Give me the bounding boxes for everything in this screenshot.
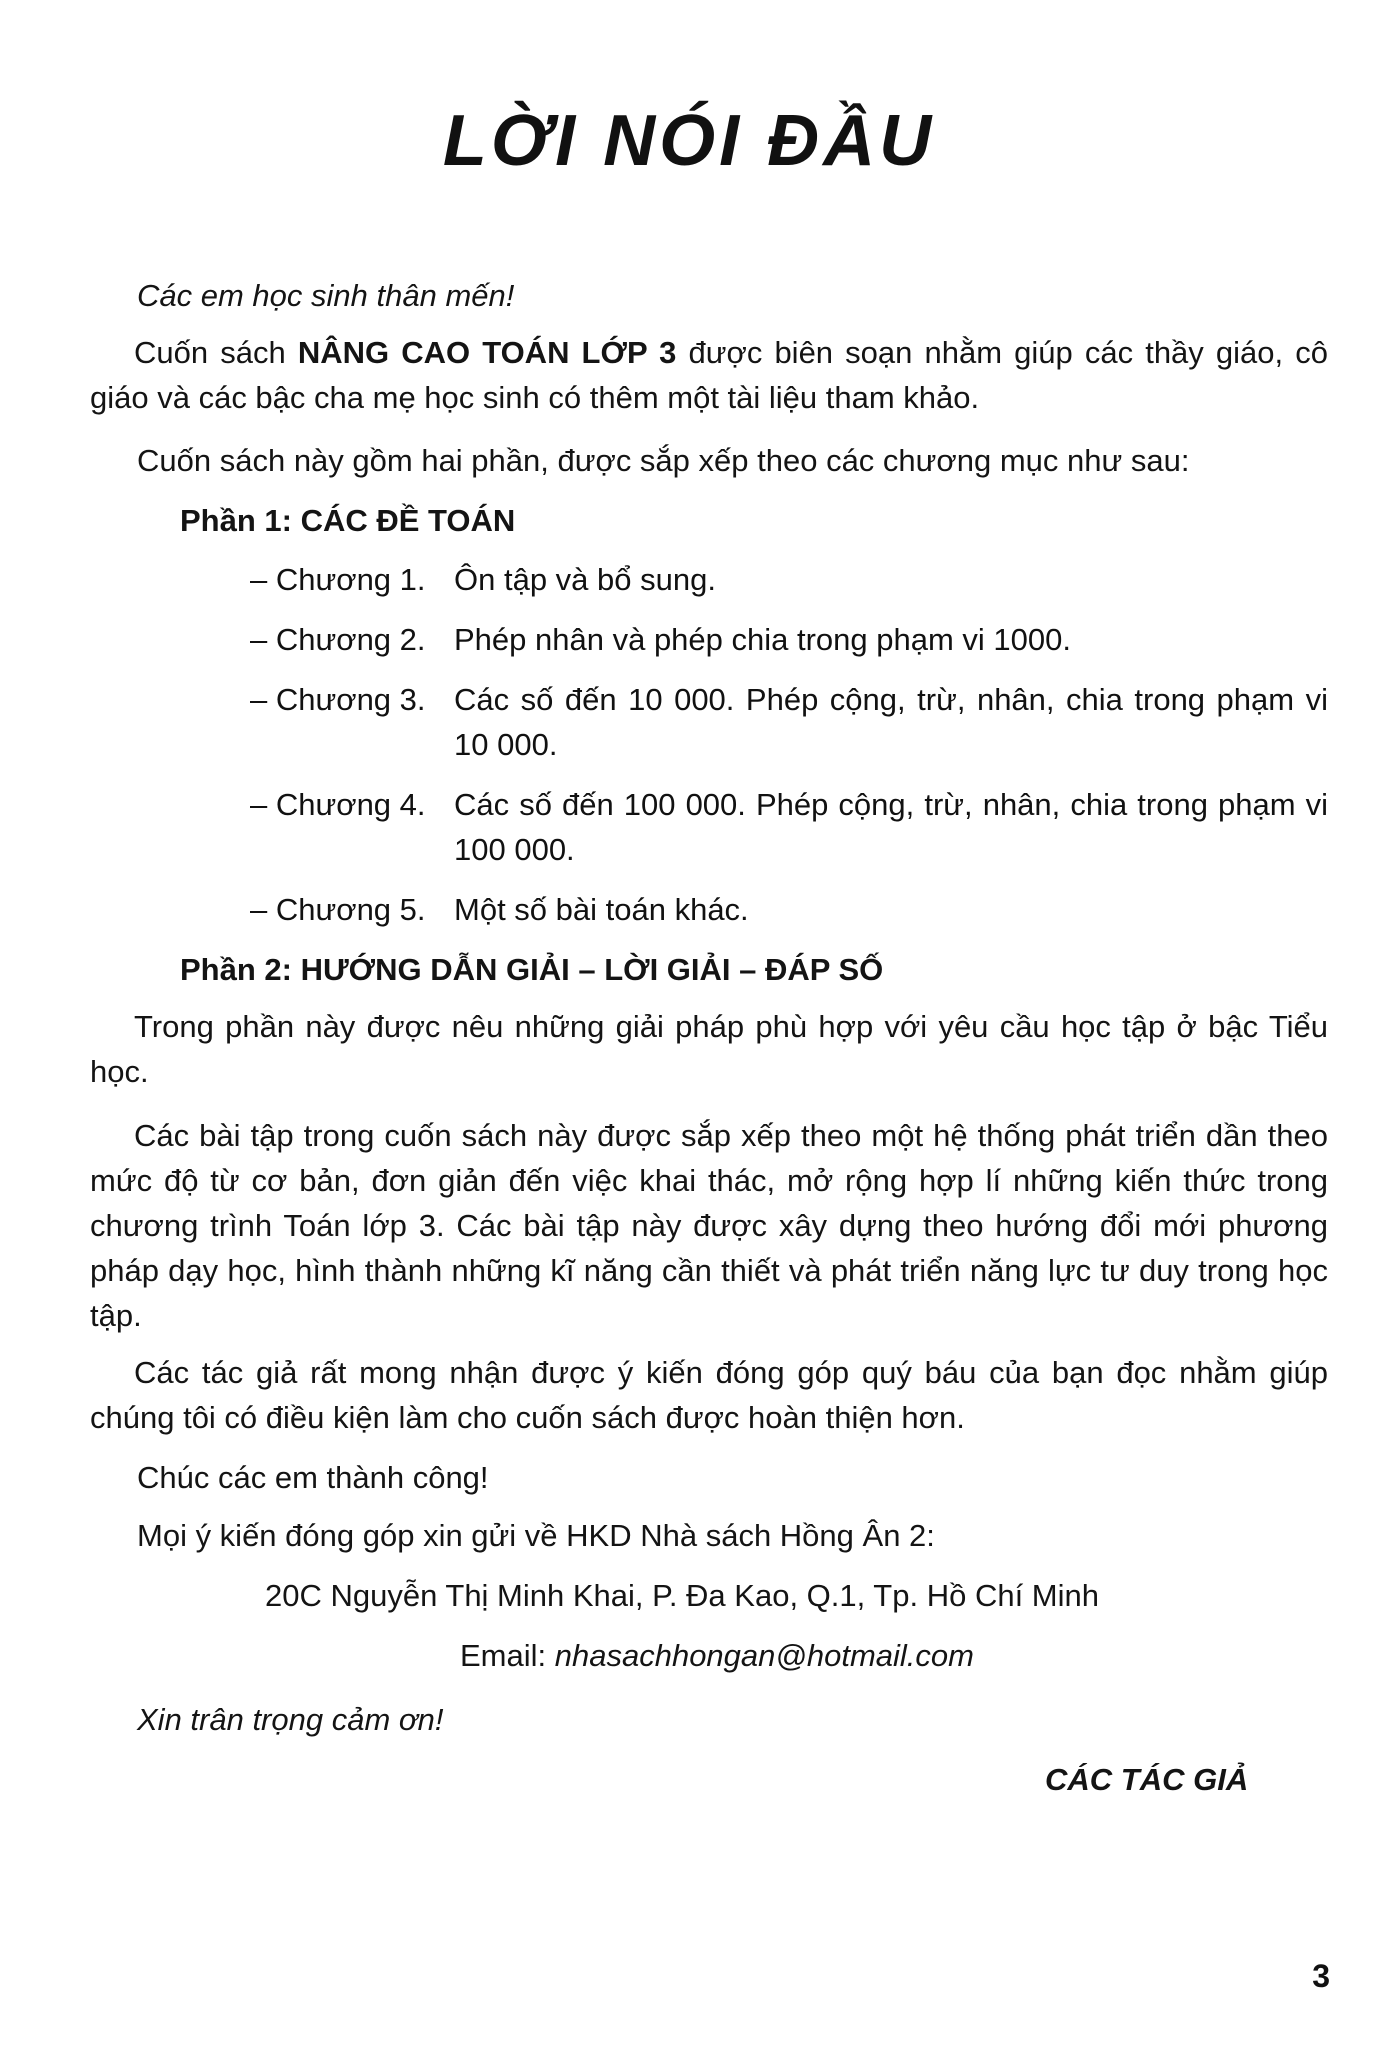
chapter-4-text: Các số đến 100 000. Phép cộng, trừ, nhân, chia trong phạm vi 100 000. bbox=[454, 787, 1328, 867]
address-line: 20C Nguyễn Thị Minh Khai, P. Đa Kao, Q.1, Tp. Hồ Chí Minh bbox=[265, 1578, 1099, 1613]
chapter-2-label: – Chương 2. bbox=[250, 622, 426, 657]
exercises-paragraph: Các bài tập trong cuốn sách này được sắp xếp theo một hệ thống phát triển dần theo mức độ từ cơ bản, đơn giản đến việc khai thác, mở rộng hợp lí những kiến thức trong chương trình Toán lớp 3. Các bài tập này được xây dựng theo hướng đổi mới phương pháp dạy học, hình thành những kĩ năng cần thiết và phát triển năng lực tư duy trong học tập. bbox=[90, 1118, 1328, 1333]
page-number: 3 bbox=[1312, 1958, 1330, 1994]
chapter-5-text: Một số bài toán khác. bbox=[454, 892, 749, 927]
signature: CÁC TÁC GIẢ bbox=[1045, 1762, 1249, 1797]
structure-intro: Cuốn sách này gồm hai phần, được sắp xếp theo các chương mục như sau: bbox=[137, 443, 1190, 478]
chapter-3-text: Các số đến 10 000. Phép cộng, trừ, nhân, chia trong phạm vi 10 000. bbox=[454, 682, 1328, 762]
email-address: nhasachhongan@hotmail.com bbox=[554, 1638, 974, 1673]
book-name: NÂNG CAO TOÁN LỚP 3 bbox=[297, 335, 677, 370]
contact-intro: Mọi ý kiến đóng góp xin gửi về HKD Nhà sách Hồng Ân 2: bbox=[137, 1518, 935, 1553]
page-title: LỜI NÓI ĐẦU bbox=[442, 101, 936, 181]
chapter-1-label: – Chương 1. bbox=[250, 562, 426, 597]
intro-after: được biên soạn nhằm giúp các thầy giáo, cô giáo và các bậc cha mẹ học sinh có thêm một tài liệu tham khảo. bbox=[90, 335, 1328, 415]
chapter-3-label: – Chương 3. bbox=[250, 682, 426, 717]
chapter-4-label: – Chương 4. bbox=[250, 787, 426, 822]
chapter-5-label: – Chương 5. bbox=[250, 892, 426, 927]
part2-paragraph: Trong phần này được nêu những giải pháp phù hợp với yêu cầu học tập ở bậc Tiểu học. bbox=[90, 1009, 1328, 1089]
chapter-1-text: Ôn tập và bổ sung. bbox=[454, 562, 716, 597]
greeting: Các em học sinh thân mến! bbox=[137, 278, 515, 313]
part2-heading: Phần 2: HƯỚNG DẪN GIẢI – LỜI GIẢI – ĐÁP SỐ bbox=[180, 952, 884, 987]
wish-line: Chúc các em thành công! bbox=[137, 1460, 489, 1495]
email-line bbox=[460, 1638, 974, 1674]
email-label: Email: bbox=[460, 1638, 555, 1673]
thanks-line: Xin trân trọng cảm ơn! bbox=[137, 1702, 444, 1737]
chapter-2-text: Phép nhân và phép chia trong phạm vi 1000. bbox=[454, 622, 1072, 657]
feedback-paragraph: Các tác giả rất mong nhận được ý kiến đóng góp quý báu của bạn đọc nhằm giúp chúng tôi có điều kiện làm cho cuốn sách được hoàn thiện hơn. bbox=[90, 1355, 1328, 1435]
part1-heading: Phần 1: CÁC ĐỀ TOÁN bbox=[180, 503, 516, 538]
intro-before: Cuốn sách bbox=[134, 335, 298, 370]
intro-paragraph bbox=[90, 330, 1328, 420]
